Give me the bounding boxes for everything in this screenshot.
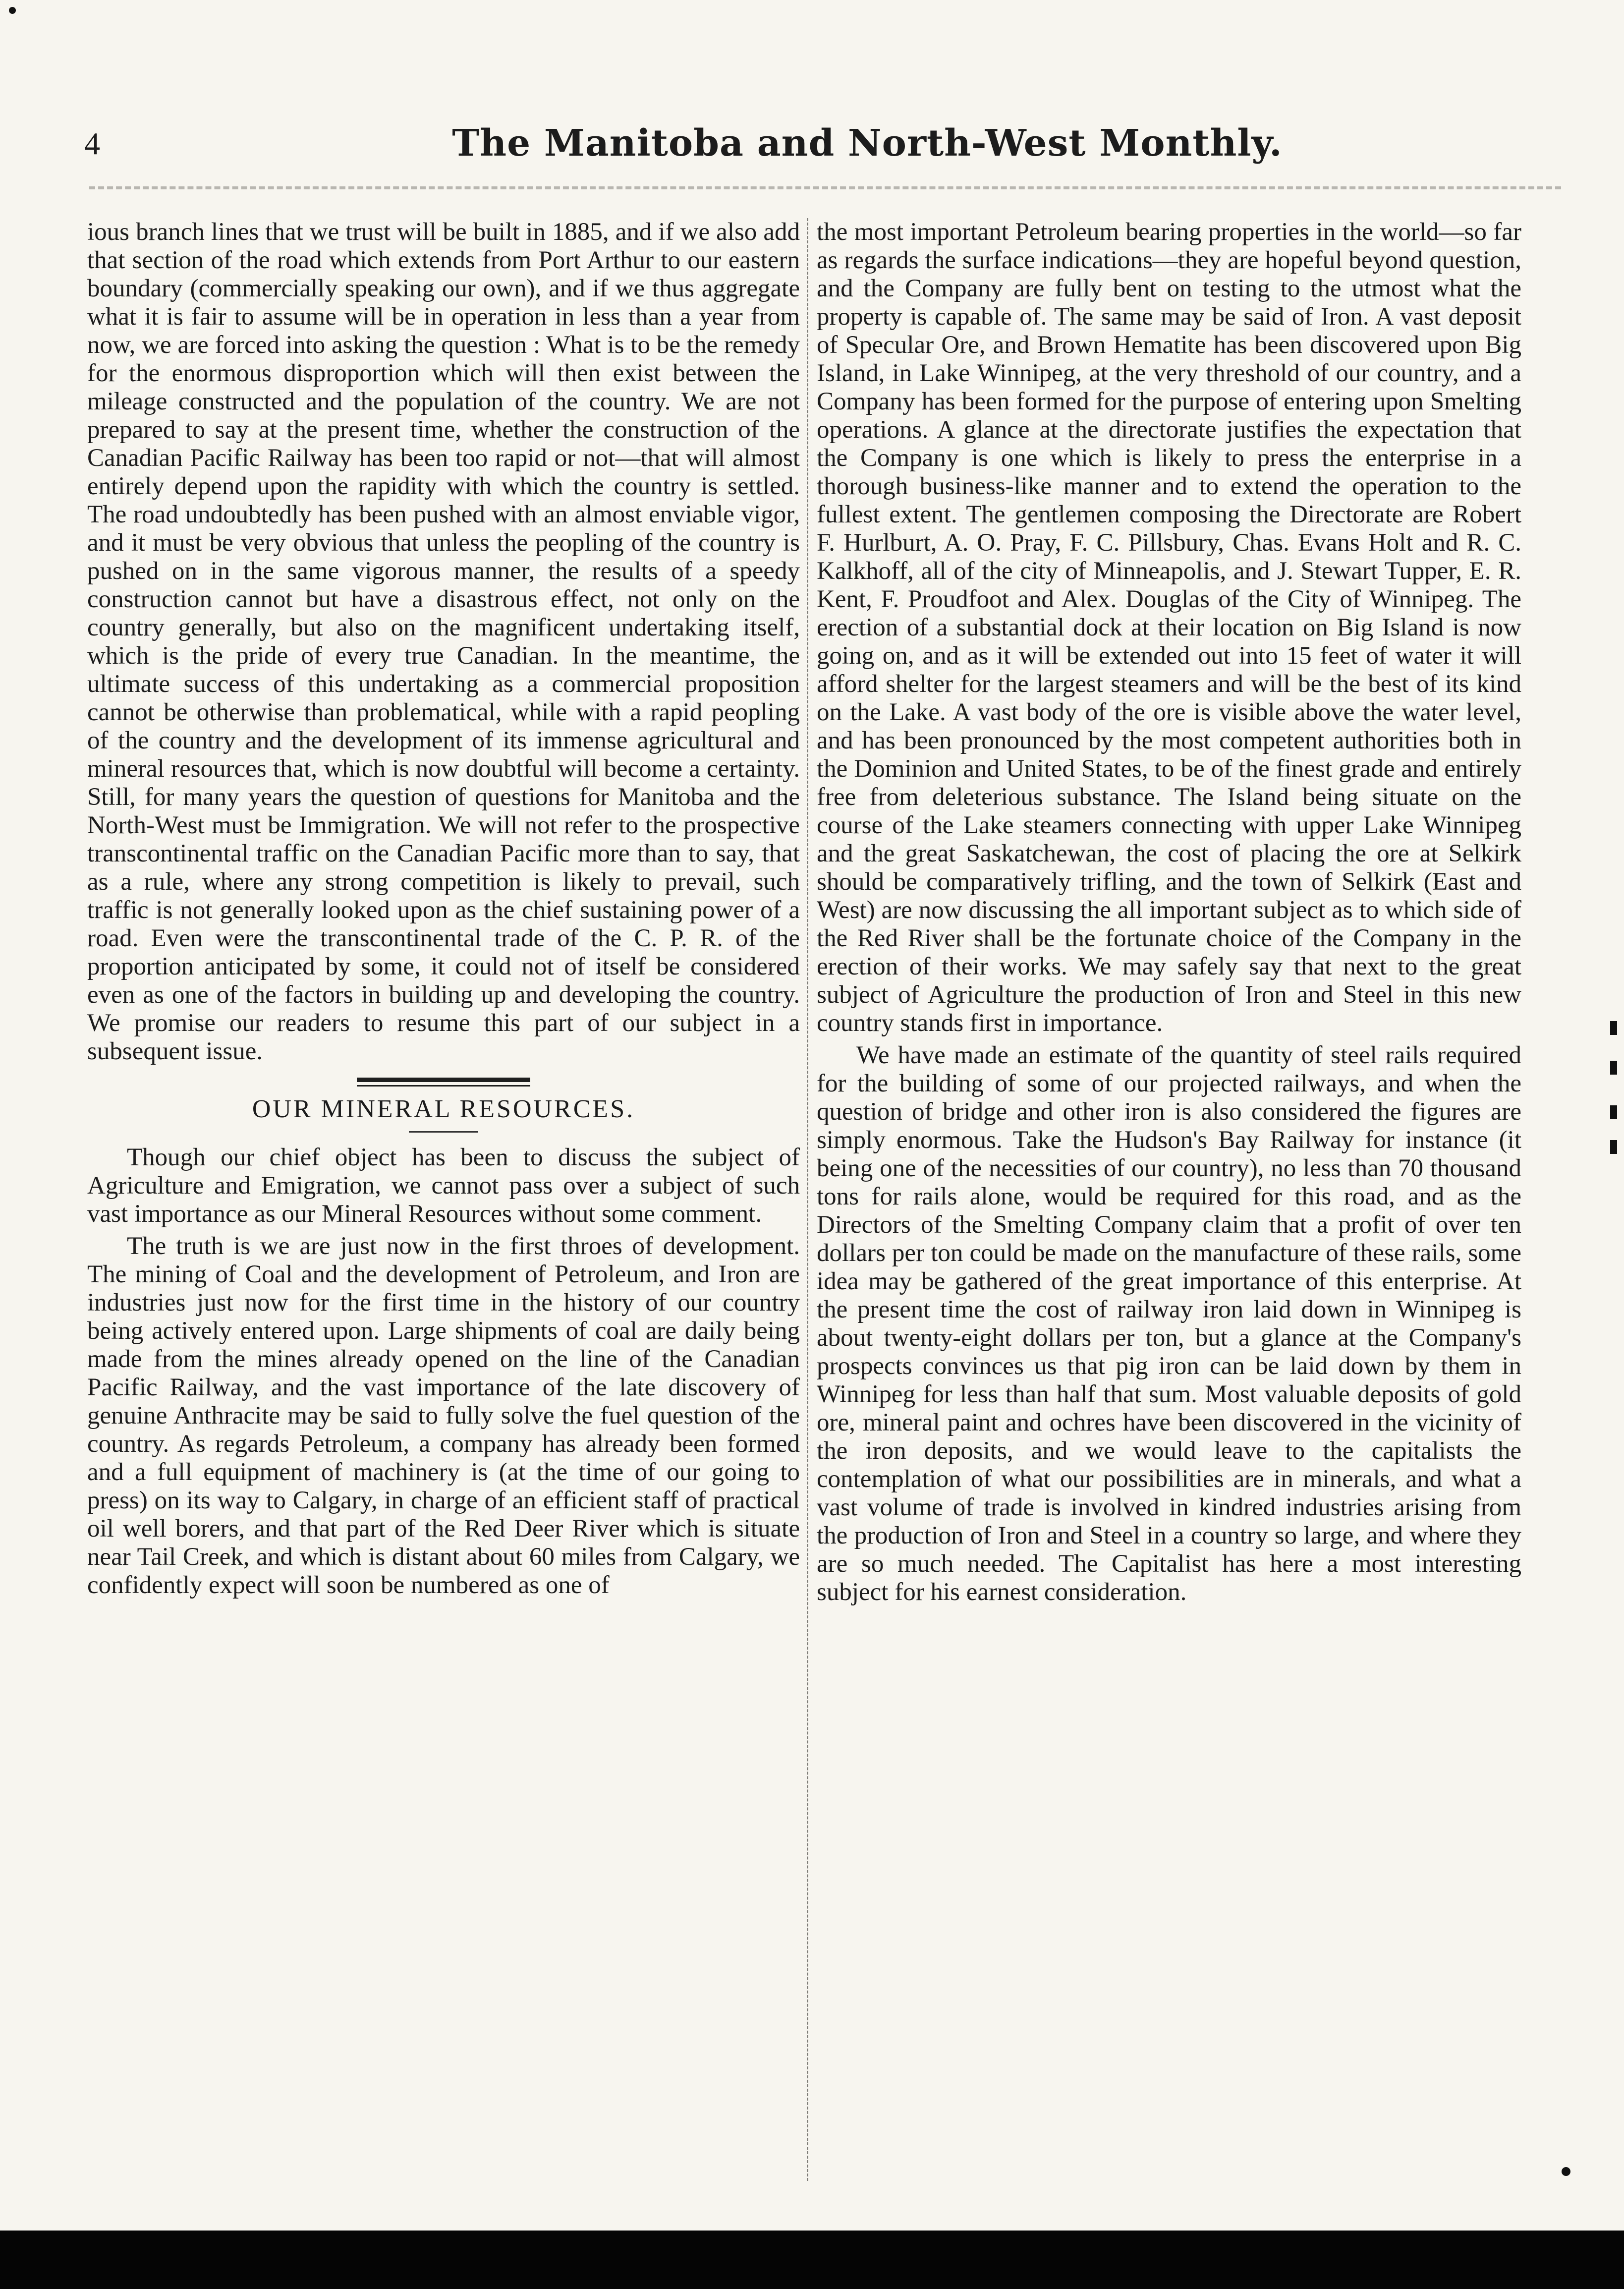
- article-paragraph: The truth is we are just now in the first throes of development. The mining of Coal and the development of Petroleum, and Iron are industries just now for the first time in the history of our country being actively entered upon. Large shipments of coal are daily being made from the mines already opened on the line of the Canadian Pacific Railway, and the vast importance of the late discovery of genuine Anthracite may be said to fully solve the fuel question of the country. As regards Petroleum, a company has already been formed and a full equipment of machinery is (at the time of our going to press) on its way to Calgary, in charge of an efficient staff of practical oil well borers, and that part of the Red Deer River which is situate near Tail Creek, and which is distant about 60 miles from Calgary, we confidently expect will soon be numbered as one of: [87, 1232, 800, 1599]
- separator-thick-rule: [357, 1078, 530, 1082]
- heading-underline: [409, 1131, 478, 1133]
- ink-speck: [9, 7, 16, 14]
- ink-dot: [1562, 2167, 1570, 2176]
- column-divider: [807, 218, 808, 2181]
- page-number: 4: [84, 126, 100, 161]
- section-separator: [357, 1078, 530, 1087]
- section-heading: OUR MINERAL RESOURCES.: [252, 1095, 635, 1123]
- article-paragraph: We have made an estimate of the quantity of steel rails required for the building of some of our projected railways, and when the question of bridge and other iron is also considered the figures are simply enormous. Take the Hudson's Bay Railway for instance (it being one of the necessities of our country), no less than 70 thousand tons for rails alone, would be required for this road, and as the Directors of the Smelting Company claim that a profit of over ten dollars per ton could be made on the manufacture of these rails, some idea may be gathered of the great importance of this enterprise. At the present time the cost of railway iron laid down in Winnipeg is about twenty-eight dollars per ton, but a glance at the Company's prospects convinces us that pig iron can be laid down by them in Winnipeg for less than half that sum. Most valuable deposits of gold ore, mineral paint and ochres have been discovered in the vicinity of the iron deposits, and we would leave to the capitalists the contemplation of what our possibilities are in minerals, and what a vast volume of trade is involved in kindred industries arising from the production of Iron and Steel in a country so large, and where they are so much needed. The Capitalist has here a most interesting subject for his earnest consideration.: [817, 1041, 1521, 1606]
- article-paragraph: the most important Petroleum bearing properties in the world—so far as regards the surface indications—they are hopeful beyond question, and the Company are fully bent on testing to the utmost what the property is capable of. The same may be said of Iron. A vast deposit of Specular Ore, and Brown Hematite has been discovered upon Big Island, in Lake Winnipeg, at the very threshold of our country, and a Company has been formed for the purpose of entering upon Smelting operations. A glance at the directorate justifies the expectation that the Company is one which is likely to press the enterprise in a thorough business-like manner and to extend the operation to the fullest extent. The gentlemen composing the Directorate are Robert F. Hurlburt, A. O. Pray, F. C. Pillsbury, Chas. Evans Holt and R. C. Kalkhoff, all of the city of Minneapolis, and J. Stewart Tupper, E. R. Kent, F. Proudfoot and Alex. Douglas of the City of Winnipeg. The erection of a substantial dock at their location on Big Island is now going on, and as it will be extended out into 15 feet of water it will afford shelter for the largest steamers and will be the best of its kind on the Lake. A vast body of the ore is visible above the water level, and has been pronounced by the most competent authorities both in the Dominion and United States, to be of the finest grade and entirely free from deleterious substance. The Island being situate on the course of the Lake steamers connecting with upper Lake Winnipeg and the great Saskatchewan, the cost of placing the ore at Selkirk should be comparatively trifling, and the town of Selkirk (East and West) are now discussing the all important subject as to which side of the Red River shall be the fortunate choice of the Company in the erection of their works. We may safely say that next to the great subject of Agriculture the production of Iron and Steel in this new country stands first in importance.: [817, 218, 1521, 1037]
- left-column: [87, 218, 800, 2191]
- right-column: [817, 218, 1521, 2191]
- article-paragraph: ious branch lines that we trust will be built in 1885, and if we also add that section of the road which extends from Port Arthur to our eastern boundary (commercially speaking our own), and if we thus aggregate what it is fair to assume will be in operation in less than a year from now, we are forced into asking the question : What is to be the remedy for the enormous disproportion which will then exist between the mileage constructed and the population of the country. We are not prepared to say at the present time, whether the construction of the Canadian Pacific Railway has been too rapid or not—that will almost entirely depend upon the rapidity with which the country is settled. The road undoubtedly has been pushed with an almost enviable vigor, and it must be very obvious that unless the peopling of the country is pushed on in the same vigorous manner, the results of a speedy construction cannot but have a disastrous effect, not only on the country generally, but also on the magnificent undertaking itself, which is the pride of every true Canadian. In the meantime, the ultimate success of this undertaking as a commercial proposition cannot be otherwise than problematical, while with a rapid peopling of the country and the development of its immense agricultural and mineral resources that, which is now doubtful will become a certainty. Still, for many years the question of questions for Manitoba and the North-West must be Immigration. We will not refer to the prospective transcontinental traffic on the Canadian Pacific more than to say, that as a rule, where any strong competition is likely to prevail, such traffic is not generally looked upon as the chief sustaining power of a road. Even were the transcontinental trade of the C. P. R. of the proportion anticipated by some, it could not of itself be considered even as one of the factors in building up and developing the country. We promise our readers to resume this part of our subject in a subsequent issue.: [87, 218, 800, 1065]
- header-rule: [89, 186, 1561, 189]
- binding-edge-marks: [1610, 1021, 1619, 1160]
- scan-bottom-band: [0, 2231, 1624, 2289]
- masthead-title: The Manitoba and North-West Monthly.: [452, 122, 1283, 165]
- article-paragraph: Though our chief object has been to discuss the subject of Agriculture and Emigration, we cannot pass over a subject of such vast importance as our Mineral Resources without some comment.: [87, 1144, 800, 1228]
- separator-thin-rule: [357, 1085, 530, 1087]
